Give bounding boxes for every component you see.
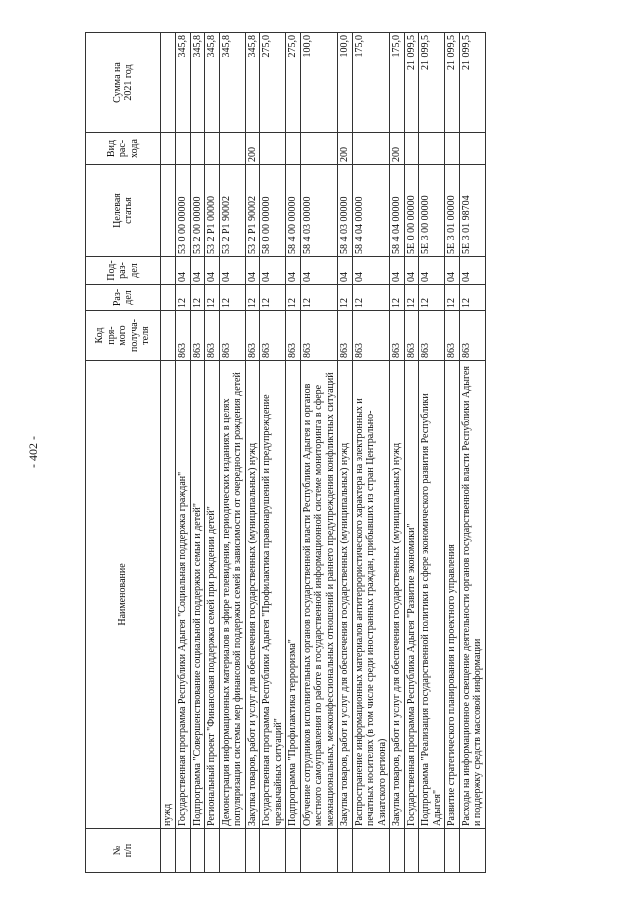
cell-recipient-code: 863	[459, 311, 485, 361]
header-line: Вид	[105, 139, 117, 158]
cell-target-article: 5Е 3 01 00000	[445, 165, 460, 257]
cell-subsection: 04	[300, 257, 338, 285]
cell-subsection: 04	[260, 257, 286, 285]
continuation-row	[161, 33, 176, 873]
cell-expense-type: 200	[245, 133, 260, 165]
cell-recipient-code: 863	[245, 311, 260, 361]
cell-section: 12	[338, 285, 353, 311]
table-row	[176, 33, 191, 873]
cell-expense-type: 200	[338, 133, 353, 165]
table-row	[190, 33, 205, 873]
cell-sum: 100,0	[300, 33, 338, 133]
header-line: п/п	[123, 843, 134, 858]
cell-number	[245, 829, 260, 873]
col-header-target-article	[86, 165, 161, 257]
cell-expense-type	[459, 133, 485, 165]
budget-table-container	[85, 33, 565, 873]
cell-section: 12	[352, 285, 390, 311]
cell-target-article: 5Е 3 00 00000	[419, 165, 445, 257]
cell-section: 12	[260, 285, 286, 311]
cell-number	[205, 829, 220, 873]
cell-subsection: 04	[190, 257, 205, 285]
header-line: дел	[128, 263, 140, 278]
header-line: пря-	[105, 326, 117, 345]
cell-subsection: 04	[219, 257, 245, 285]
cell-subsection: 04	[205, 257, 220, 285]
header-line: мого	[117, 325, 129, 346]
cell-name: Государственная программа Республика Адыгея "Развитие экономики"	[404, 361, 419, 829]
cell-target-article: 53 2 P1 90002	[219, 165, 245, 257]
cell-sum: 21 099,5	[404, 33, 419, 133]
header-line: статья	[123, 197, 134, 224]
cell-number	[419, 829, 445, 873]
cell-name: Распространение информационных материалов антитеррористического характера на электронных и печатных носителях (в том числе среди иностранных граждан, прибывших из стран Центрально-Азиатского региона)	[352, 361, 390, 829]
cell-recipient-code: 863	[190, 311, 205, 361]
header-line: раз-	[117, 262, 129, 279]
cell-number	[219, 829, 245, 873]
table-row	[459, 33, 485, 873]
cell-expense-type	[352, 133, 390, 165]
cell-expense-type	[176, 133, 191, 165]
table-row	[390, 33, 405, 873]
cell-number	[390, 829, 405, 873]
cell-sum: 21 099,5	[419, 33, 445, 133]
cell-section: 12	[245, 285, 260, 311]
col-header-name	[86, 361, 161, 829]
cell-expense-type	[286, 133, 301, 165]
cell-sum: 345,8	[245, 33, 260, 133]
cell-subsection: 04	[390, 257, 405, 285]
header-line: Раз-	[111, 288, 123, 307]
cell-sum: 175,0	[352, 33, 390, 133]
cell-name: Подпрограмма "Совершенствование социальной поддержки семьи и детей"	[190, 361, 205, 829]
cell-target-article: 58 4 03 00000	[300, 165, 338, 257]
cell-target-article: 58 4 00 00000	[286, 165, 301, 257]
table-row	[205, 33, 220, 873]
header-line: №	[111, 845, 123, 856]
cell-section: 12	[205, 285, 220, 311]
cell-recipient-code: 863	[390, 311, 405, 361]
cell-target-article: 53 0 00 00000	[176, 165, 191, 257]
cell-name: Государственная программа Республики Адыгея "Профилактика правонарушений и предупреждение чрезвычайных ситуаций"	[260, 361, 286, 829]
cell-recipient-code: 863	[176, 311, 191, 361]
col-header-subsection	[86, 257, 161, 285]
cell-number	[161, 829, 176, 873]
cell-sum: 21 099,5	[459, 33, 485, 133]
col-header-expense-type	[86, 133, 161, 165]
col-header-number	[86, 829, 161, 873]
cell-expense-type	[219, 133, 245, 165]
cell-name: Закупка товаров, работ и услуг для обеспечения государственных (муниципальных) нужд	[245, 361, 260, 829]
cell-recipient-code: 863	[352, 311, 390, 361]
col-header-recipient-code	[86, 311, 161, 361]
cell-sum: 275,0	[260, 33, 286, 133]
cell-name: Расходы на информационное освещение деятельности органов государственной власти Республики Адыгея и поддержку средств массовой информации	[459, 361, 485, 829]
cell-recipient-code: 863	[419, 311, 445, 361]
cell-number	[459, 829, 485, 873]
cell-target-article: 53 2 P1 00000	[205, 165, 220, 257]
cell-subsection: 04	[338, 257, 353, 285]
continuation-text: нужд	[161, 361, 176, 829]
cell-number	[352, 829, 390, 873]
cell-section: 12	[445, 285, 460, 311]
header-line: хода	[128, 139, 140, 158]
header-line: Сумма на	[111, 62, 123, 103]
cell-expense-type	[190, 133, 205, 165]
cell-expense-type: 200	[390, 133, 405, 165]
cell-number	[300, 829, 338, 873]
cell-subsection: 04	[176, 257, 191, 285]
table-row	[219, 33, 245, 873]
header-line: получа-	[128, 319, 140, 353]
cell-recipient-code: 863	[205, 311, 220, 361]
cell-target-article: 5Е 3 01 98704	[459, 165, 485, 257]
table-row	[352, 33, 390, 873]
cell-target-article: 53 2 00 00000	[190, 165, 205, 257]
cell-subsection: 04	[404, 257, 419, 285]
cell-expense-type	[404, 133, 419, 165]
col-header-sum	[86, 33, 161, 133]
header-line: Код	[94, 327, 106, 344]
cell-number	[286, 829, 301, 873]
cell-sum: 345,8	[219, 33, 245, 133]
cell-expense-type	[260, 133, 286, 165]
cell-subsection: 04	[419, 257, 445, 285]
cell-section: 12	[404, 285, 419, 311]
cell-target-article: 53 2 P1 90002	[245, 165, 260, 257]
cell-recipient-code: 863	[338, 311, 353, 361]
header-line: теля	[140, 326, 152, 345]
cell-subsection: 04	[445, 257, 460, 285]
cell-number	[338, 829, 353, 873]
cell-recipient-code: 863	[286, 311, 301, 361]
cell-number	[176, 829, 191, 873]
cell-expense-type	[300, 133, 338, 165]
cell-name: Подпрограмма "Реализация государственной политики в сфере экономического развития Республики Адыгея"	[419, 361, 445, 829]
cell-section: 12	[219, 285, 245, 311]
table-body	[161, 33, 486, 873]
cell-name: Демонстрация информационных материалов в эфире телевидения, периодических изданиях в целях популяризации системы мер финансовой поддержки семей в зависимости от очередности рождения детей	[219, 361, 245, 829]
table-row	[419, 33, 445, 873]
cell-number	[404, 829, 419, 873]
cell-target-article: 5Е 0 00 00000	[404, 165, 419, 257]
cell-subsection: 04	[459, 257, 485, 285]
cell-section: 12	[459, 285, 485, 311]
cell-number	[190, 829, 205, 873]
cell-section: 12	[286, 285, 301, 311]
header-line: Целевая	[111, 193, 123, 228]
cell-recipient-code: 863	[300, 311, 338, 361]
cell-target-article: 58 0 00 00000	[260, 165, 286, 257]
cell-number	[260, 829, 286, 873]
cell-name: Региональный проект "Финансовая поддержка семей при рождении детей"	[205, 361, 220, 829]
cell-target-article: 58 4 04 00000	[390, 165, 405, 257]
cell-expense-type	[445, 133, 460, 165]
col-header-section	[86, 285, 161, 311]
table-row	[286, 33, 301, 873]
header-line: Наименование	[117, 563, 129, 626]
table-row	[300, 33, 338, 873]
table-row	[245, 33, 260, 873]
cell-section: 12	[190, 285, 205, 311]
cell-expense-type	[419, 133, 445, 165]
cell-name: Закупка товаров, работ и услуг для обеспечения государственных (муниципальных) нужд	[390, 361, 405, 829]
cell-name: Государственная программа Республики Адыгея "Социальная поддержка граждан"	[176, 361, 191, 829]
budget-table	[85, 32, 486, 873]
cell-section: 12	[176, 285, 191, 311]
cell-target-article: 58 4 03 00000	[338, 165, 353, 257]
cell-subsection: 04	[245, 257, 260, 285]
cell-recipient-code: 863	[260, 311, 286, 361]
cell-name: Обучение сотрудников исполнительных органов государственной власти Республики Адыгея и органов местного самоуправления по работе в государственной информационной системе мониторинга в сфере межнациональных, межконфессиональных отношений и раннего предупреждения конфликтных ситуаций	[300, 361, 338, 829]
cell-name: Закупка товаров, работ и услуг для обеспечения государственных (муниципальных) нужд	[338, 361, 353, 829]
table-header-row	[86, 33, 161, 873]
header-line: Под-	[105, 260, 117, 281]
cell-expense-type	[205, 133, 220, 165]
cell-sum: 100,0	[338, 33, 353, 133]
cell-sum: 345,8	[176, 33, 191, 133]
cell-section: 12	[390, 285, 405, 311]
page-number: - 402 -	[26, 436, 40, 468]
cell-sum: 275,0	[286, 33, 301, 133]
cell-sum: 345,8	[205, 33, 220, 133]
cell-section: 12	[419, 285, 445, 311]
header-line: рас-	[117, 139, 129, 158]
cell-sum: 21 099,5	[445, 33, 460, 133]
table-row	[338, 33, 353, 873]
cell-number	[445, 829, 460, 873]
header-line: дел	[123, 290, 134, 305]
cell-recipient-code: 863	[219, 311, 245, 361]
cell-sum: 345,8	[190, 33, 205, 133]
cell-target-article: 58 4 04 00000	[352, 165, 390, 257]
cell-name: Подпрограмма "Профилактика терроризма"	[286, 361, 301, 829]
cell-subsection: 04	[286, 257, 301, 285]
cell-section: 12	[300, 285, 338, 311]
table-row	[260, 33, 286, 873]
table-row	[445, 33, 460, 873]
cell-subsection: 04	[352, 257, 390, 285]
cell-recipient-code: 863	[404, 311, 419, 361]
cell-sum: 175,0	[390, 33, 405, 133]
table-row	[404, 33, 419, 873]
cell-name: Развитие стратегического планирования и проектного управления	[445, 361, 460, 829]
cell-recipient-code: 863	[445, 311, 460, 361]
header-line: 2021 год	[123, 64, 134, 101]
